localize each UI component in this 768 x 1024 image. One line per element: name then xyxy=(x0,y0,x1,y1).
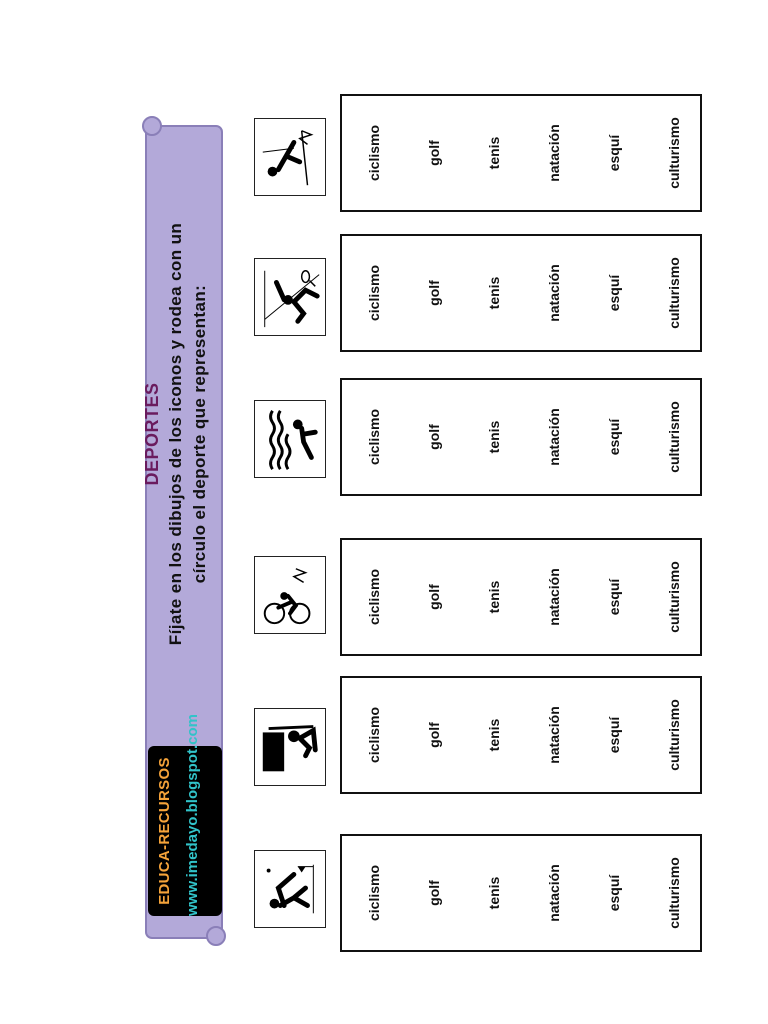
instruction-line-1: Fíjate en los dibujos de los iconos y rodea con un xyxy=(166,222,185,646)
weightlifting-icon xyxy=(254,708,326,786)
instruction-line-2: círculo el deporte que representan: xyxy=(190,284,209,584)
option-culturismo[interactable]: culturismo xyxy=(666,857,682,929)
options-box-5 xyxy=(340,234,702,352)
options-box-2 xyxy=(340,676,702,794)
option-esqui[interactable]: esquí xyxy=(606,874,622,912)
option-culturismo[interactable]: culturismo xyxy=(666,401,682,473)
tennis-icon xyxy=(254,258,326,336)
option-natacion[interactable]: natación xyxy=(546,264,562,322)
option-ciclismo[interactable]: ciclismo xyxy=(366,124,382,182)
option-culturismo[interactable]: culturismo xyxy=(666,117,682,189)
option-natacion[interactable]: natación xyxy=(546,568,562,626)
option-golf[interactable]: golf xyxy=(426,280,442,306)
options-box-4 xyxy=(340,378,702,496)
option-ciclismo[interactable]: ciclismo xyxy=(366,568,382,626)
page-title: DEPORTES xyxy=(142,382,162,486)
option-ciclismo[interactable]: ciclismo xyxy=(366,408,382,466)
options-box-1 xyxy=(340,834,702,952)
option-golf[interactable]: golf xyxy=(426,722,442,748)
brand-badge xyxy=(148,714,222,916)
option-esqui[interactable]: esquí xyxy=(606,716,622,754)
skiing-icon xyxy=(254,118,326,196)
options-box-3 xyxy=(340,538,702,656)
option-tenis[interactable]: tenis xyxy=(486,718,502,752)
option-golf[interactable]: golf xyxy=(426,424,442,450)
option-golf[interactable]: golf xyxy=(426,880,442,906)
option-tenis[interactable]: tenis xyxy=(486,876,502,910)
option-ciclismo[interactable]: ciclismo xyxy=(366,706,382,764)
brand-name: EDUCA-RECURSOS xyxy=(156,757,173,905)
golf-icon xyxy=(254,850,326,928)
swimming-icon xyxy=(254,400,326,478)
option-natacion[interactable]: natación xyxy=(546,864,562,922)
option-natacion[interactable]: natación xyxy=(546,124,562,182)
option-ciclismo[interactable]: ciclismo xyxy=(366,264,382,322)
option-golf[interactable]: golf xyxy=(426,140,442,166)
option-golf[interactable]: golf xyxy=(426,584,442,610)
option-culturismo[interactable]: culturismo xyxy=(666,561,682,633)
option-esqui[interactable]: esquí xyxy=(606,274,622,312)
options-box-6 xyxy=(340,94,702,212)
option-culturismo[interactable]: culturismo xyxy=(666,699,682,771)
option-tenis[interactable]: tenis xyxy=(486,420,502,454)
option-tenis[interactable]: tenis xyxy=(486,580,502,614)
option-tenis[interactable]: tenis xyxy=(486,136,502,170)
option-esqui[interactable]: esquí xyxy=(606,578,622,616)
option-ciclismo[interactable]: ciclismo xyxy=(366,864,382,922)
option-culturismo[interactable]: culturismo xyxy=(666,257,682,329)
option-esqui[interactable]: esquí xyxy=(606,418,622,456)
option-esqui[interactable]: esquí xyxy=(606,134,622,172)
cycling-icon xyxy=(254,556,326,634)
brand-url: www.imedayo.blogspot.com xyxy=(184,714,201,916)
option-natacion[interactable]: natación xyxy=(546,706,562,764)
option-natacion[interactable]: natación xyxy=(546,408,562,466)
option-tenis[interactable]: tenis xyxy=(486,276,502,310)
